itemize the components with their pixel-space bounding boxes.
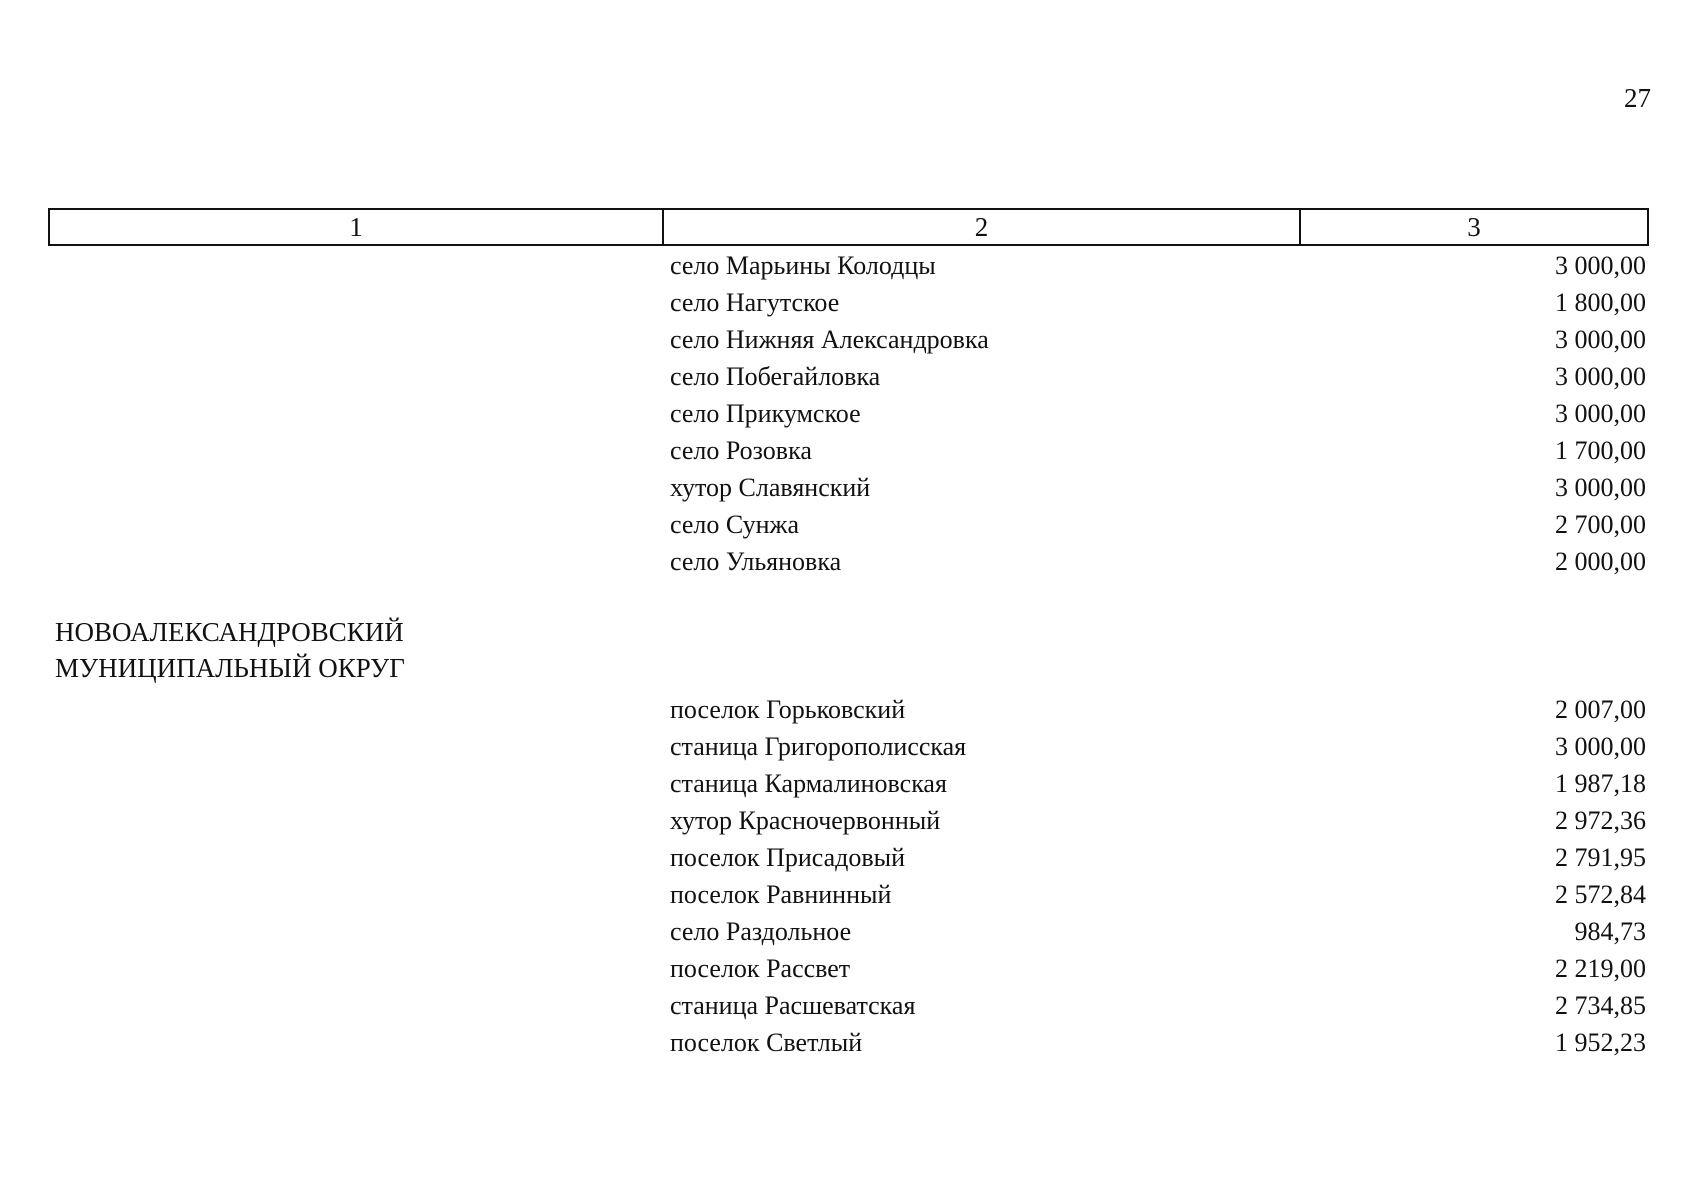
column-header-2: 2	[663, 209, 1300, 245]
settlement-value: 1 952,23	[1555, 1028, 1646, 1057]
settlement-value: 2 734,85	[1555, 991, 1646, 1020]
settlement-value: 2 700,00	[1555, 510, 1646, 539]
table-row	[0, 728, 1694, 765]
table-row	[0, 321, 1694, 358]
settlement-name: село Марьины Колодцы	[670, 251, 936, 280]
settlement-name: поселок Горьковский	[670, 695, 906, 724]
table-row	[0, 543, 1694, 580]
table-row	[0, 432, 1694, 469]
settlement-name: поселок Рассвет	[670, 954, 851, 983]
settlement-name: село Нагутское	[670, 288, 840, 317]
settlement-name: поселок Присадовый	[670, 843, 906, 872]
settlement-name: поселок Светлый	[670, 1028, 863, 1057]
table-row	[0, 506, 1694, 543]
settlement-value: 1 700,00	[1555, 436, 1646, 465]
settlement-name: станица Григорополисская	[670, 732, 967, 761]
settlement-name: село Раздольное	[670, 917, 852, 946]
settlement-name: село Нижняя Александровка	[670, 325, 989, 354]
settlement-name: село Побегайловка	[670, 362, 881, 391]
table-row	[0, 691, 1694, 728]
table-row	[0, 802, 1694, 839]
page-number: 27	[1624, 83, 1651, 113]
settlement-value: 1 800,00	[1555, 288, 1646, 317]
settlement-name: село Прикумское	[670, 399, 861, 428]
settlement-name: станица Расшеватская	[670, 991, 916, 1020]
settlement-name: село Ульяновка	[670, 547, 842, 576]
settlement-value: 2 219,00	[1555, 954, 1646, 983]
table-row	[0, 765, 1694, 802]
settlement-value: 2 000,00	[1555, 547, 1646, 576]
table-row	[0, 839, 1694, 876]
settlement-name: хутор Славянский	[670, 473, 871, 502]
table-row	[0, 1024, 1694, 1061]
district-heading-line-2: МУНИЦИПАЛЬНЫЙ ОКРУГ	[55, 653, 405, 683]
column-header-3: 3	[1300, 209, 1648, 245]
settlement-value: 3 000,00	[1555, 251, 1646, 280]
settlement-name: поселок Равнинный	[670, 880, 892, 909]
settlement-value: 3 000,00	[1555, 325, 1646, 354]
settlement-value: 984,73	[1574, 917, 1646, 946]
table-row	[0, 987, 1694, 1024]
settlement-value: 3 000,00	[1555, 362, 1646, 391]
settlement-name: село Розовка	[670, 436, 812, 465]
district-heading	[55, 614, 405, 686]
table-row	[0, 913, 1694, 950]
table-row	[0, 469, 1694, 506]
settlement-value: 2 572,84	[1555, 880, 1646, 909]
column-header-table	[48, 208, 1649, 246]
district-heading-line-1: НОВОАЛЕКСАНДРОВСКИЙ	[55, 617, 404, 647]
column-header-1: 1	[49, 209, 663, 245]
settlement-value: 3 000,00	[1555, 399, 1646, 428]
settlement-value: 3 000,00	[1555, 732, 1646, 761]
table-row	[0, 358, 1694, 395]
settlement-value: 2 791,95	[1555, 843, 1646, 872]
settlement-name: станица Кармалиновская	[670, 769, 947, 798]
settlement-name: село Сунжа	[670, 510, 799, 539]
table-row	[0, 950, 1694, 987]
table-row	[0, 876, 1694, 913]
settlement-value: 2 972,36	[1555, 806, 1646, 835]
column-header-row	[49, 209, 1648, 245]
settlement-value: 3 000,00	[1555, 473, 1646, 502]
table-row	[0, 247, 1694, 284]
table-row	[0, 284, 1694, 321]
table-row	[0, 395, 1694, 432]
settlement-value: 1 987,18	[1555, 769, 1646, 798]
settlement-value: 2 007,00	[1555, 695, 1646, 724]
settlement-name: хутор Красночервонный	[670, 806, 941, 835]
